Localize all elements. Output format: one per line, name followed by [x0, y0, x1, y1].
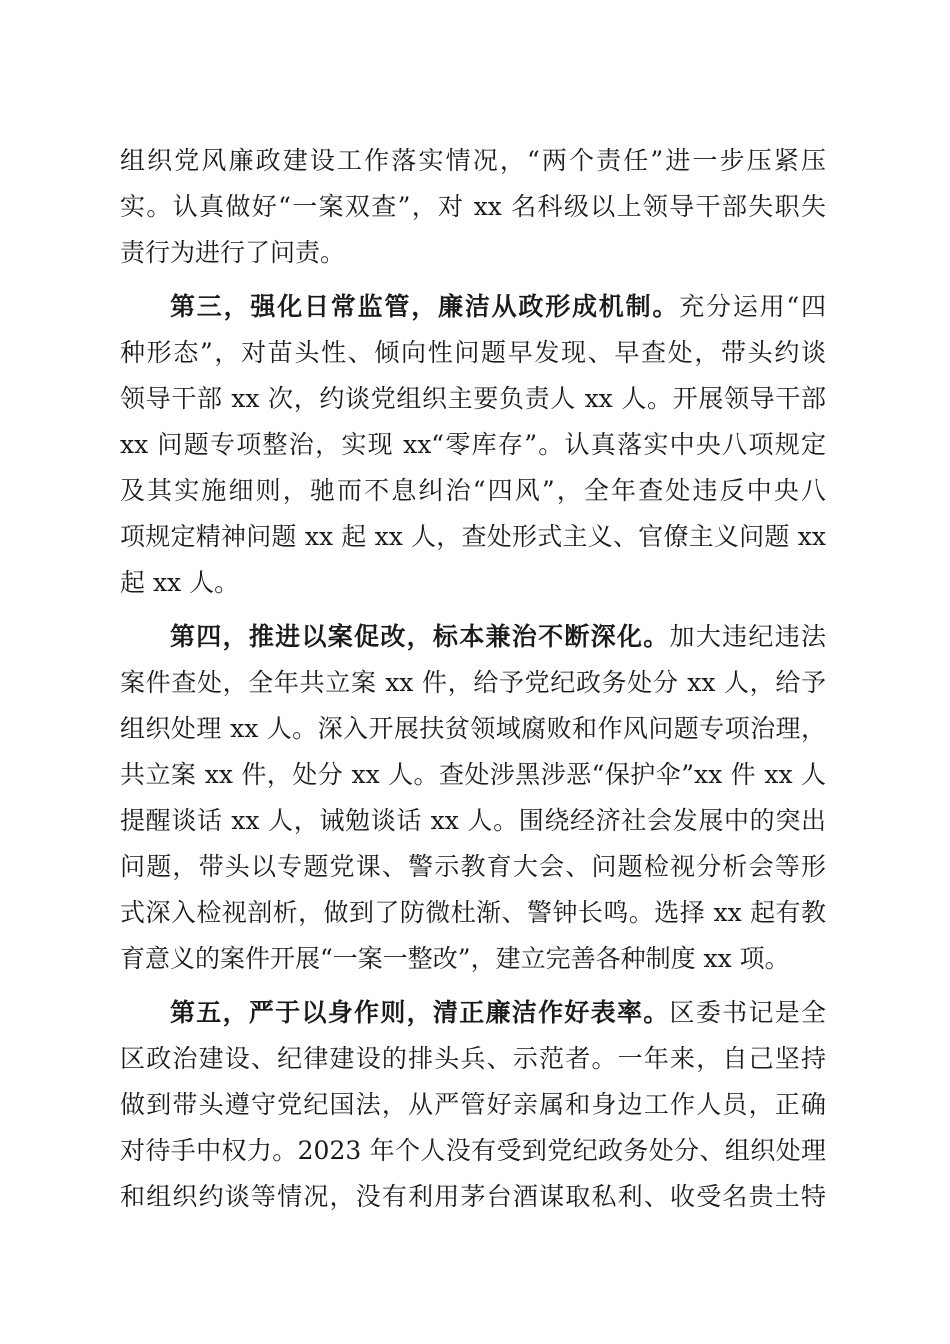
- text-run: 加大违纪违法: [669, 622, 826, 651]
- text-line: 及其实施细则，驰而不息纠治“四风”，全年查处违反中央八: [120, 476, 826, 505]
- text-line: 式深入检视剖析，做到了防微杜渐、警钟长鸣。选择 xx 起有教: [120, 898, 826, 927]
- text-line: 育意义的案件开展“一案一整改”，建立完善各种制度 xx 项。: [120, 944, 790, 973]
- paragraph-heading: 第五，严于以身作则，清正廉洁作好表率。: [170, 998, 670, 1027]
- text-line-first: [120, 284, 826, 330]
- text-line: 区政治建设、纪律建设的排头兵、示范者。一年来，自己坚持: [120, 1044, 826, 1073]
- paragraph-continuation: [120, 138, 826, 276]
- text-line: 案件查处，全年共立案 xx 件，给予党纪政务处分 xx 人，给予: [120, 668, 826, 697]
- text-line: 问题，带头以专题党课、警示教育大会、问题检视分析会等形: [120, 852, 826, 881]
- text-line: 组织处理 xx 人。深入开展扶贫领域腐败和作风问题专项治理，: [120, 714, 826, 743]
- text-line-first: [120, 614, 826, 660]
- text-run: 区委书记是全: [669, 998, 826, 1027]
- text-line-first: [120, 990, 826, 1036]
- paragraph-heading: 第四，推进以案促改，标本兼治不断深化。: [170, 622, 670, 651]
- paragraph-heading: 第三，强化日常监管，廉洁从政形成机制。: [170, 292, 680, 321]
- document-body: [120, 138, 826, 1220]
- paragraph-third: [120, 284, 826, 606]
- paragraph-fifth: [120, 990, 826, 1220]
- text-run: 充分运用“四: [679, 292, 827, 321]
- text-line: 组织党风廉政建设工作落实情况，“两个责任”进一步压紧压: [120, 146, 826, 175]
- paragraph-fourth: [120, 614, 826, 982]
- text-line: xx 问题专项整治，实现 xx“零库存”。认真落实中央八项规定: [120, 430, 826, 459]
- text-line: 和组织约谈等情况，没有利用茅台酒谋取私利、收受名贵土特: [120, 1182, 826, 1211]
- text-line: 共立案 xx 件，处分 xx 人。查处涉黑涉恶“保护伞”xx 件 xx 人: [120, 760, 826, 789]
- text-line: 对待手中权力。2023 年个人没有受到党纪政务处分、组织处理: [120, 1136, 826, 1165]
- text-line: 提醒谈话 xx 人，诫勉谈话 xx 人。围绕经济社会发展中的突出: [120, 806, 826, 835]
- text-line: 项规定精神问题 xx 起 xx 人，查处形式主义、官僚主义问题 xx: [120, 522, 826, 551]
- text-line: 实。认真做好“一案双查”，对 xx 名科级以上领导干部失职失: [120, 192, 826, 221]
- text-line: 种形态”，对苗头性、倾向性问题早发现、早查处，带头约谈: [120, 338, 826, 367]
- text-line: 责行为进行了问责。: [120, 238, 346, 267]
- text-line: 做到带头遵守党纪国法，从严管好亲属和身边工作人员，正确: [120, 1090, 826, 1119]
- text-line: 起 xx 人。: [120, 568, 240, 597]
- text-line: 领导干部 xx 次，约谈党组织主要负责人 xx 人。开展领导干部: [120, 384, 826, 413]
